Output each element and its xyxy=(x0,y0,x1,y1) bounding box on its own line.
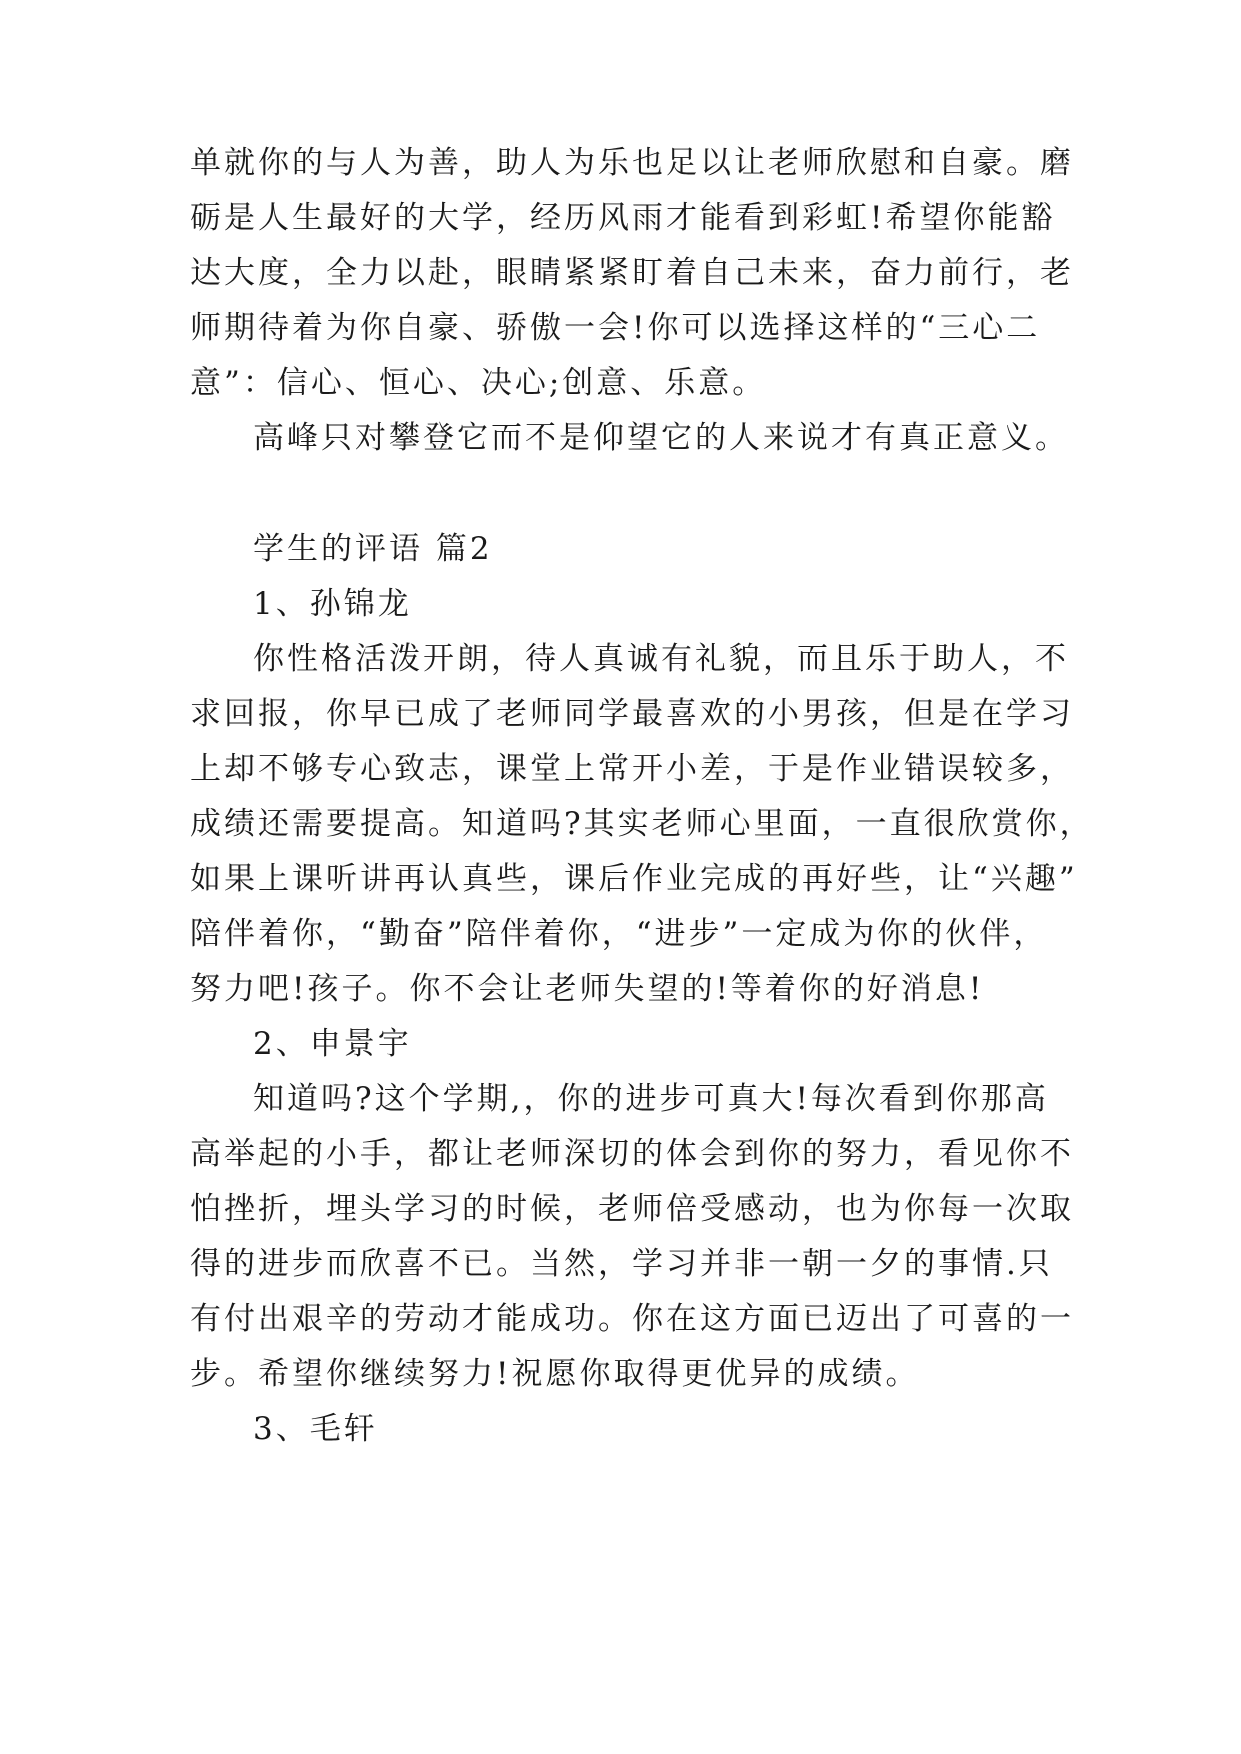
body-line: 有付出艰辛的劳动才能成功。你在这方面已迈出了可喜的一 xyxy=(190,1301,1074,1337)
body-line: 意”：信心、恒心、决心;创意、乐意。 xyxy=(190,365,767,401)
student-name: 1、孙锦龙 xyxy=(253,586,412,622)
student-name: 2、申景宇 xyxy=(253,1026,412,1062)
body-line: 努力吧!孩子。你不会让老师失望的!等着你的好消息! xyxy=(190,971,985,1007)
section-title: 学生的评语 篇2 xyxy=(253,531,493,567)
body-line: 达大度，全力以赴，眼睛紧紧盯着自己未来，奋力前行，老 xyxy=(190,255,1074,291)
body-line: 怕挫折，埋头学习的时候，老师倍受感动，也为你每一次取 xyxy=(190,1191,1074,1227)
body-line: 你性格活泼开朗，待人真诚有礼貌，而且乐于助人，不 xyxy=(253,641,1069,677)
quote-line: 高峰只对攀登它而不是仰望它的人来说才有真正意义。 xyxy=(253,420,1069,456)
body-line: 上却不够专心致志，课堂上常开小差，于是作业错误较多， xyxy=(190,751,1074,787)
body-line: 成绩还需要提高。知道吗?其实老师心里面，一直很欣赏你， xyxy=(190,806,1094,842)
body-line: 得的进步而欣喜不已。当然，学习并非一朝一夕的事情.只 xyxy=(190,1246,1053,1282)
body-line: 知道吗?这个学期,，你的进步可真大!每次看到你那高 xyxy=(253,1081,1049,1117)
body-line: 师期待着为你自豪、骄傲一会!你可以选择这样的“三心二 xyxy=(190,310,1041,346)
body-line: 砺是人生最好的大学，经历风雨才能看到彩虹!希望你能豁 xyxy=(190,200,1056,236)
body-line: 如果上课听讲再认真些，课后作业完成的再好些，让“兴趣” xyxy=(190,861,1078,897)
body-line: 陪伴着你，“勤奋”陪伴着你，“进步”一定成为你的伙伴， xyxy=(190,916,1048,952)
student-name: 3、毛轩 xyxy=(253,1411,378,1447)
body-line: 求回报，你早已成了老师同学最喜欢的小男孩，但是在学习 xyxy=(190,696,1074,732)
body-line: 高举起的小手，都让老师深切的体会到你的努力，看见你不 xyxy=(190,1136,1074,1172)
body-line: 步。希望你继续努力!祝愿你取得更优异的成绩。 xyxy=(190,1356,920,1392)
body-line: 单就你的与人为善，助人为乐也足以让老师欣慰和自豪。磨 xyxy=(190,145,1074,181)
